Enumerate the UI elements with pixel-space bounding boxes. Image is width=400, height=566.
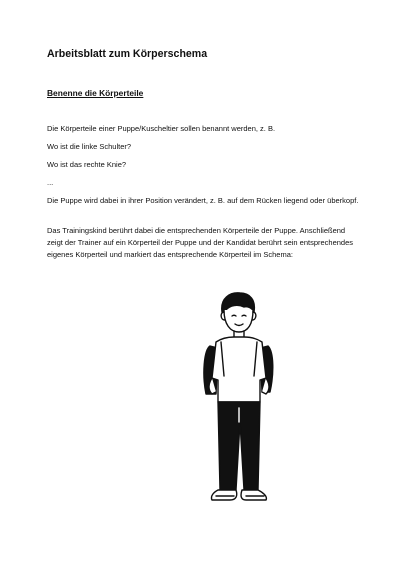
position-paragraph: Die Puppe wird dabei in ihrer Position verändert, z. B. auf dem Rücken liegend oder überkopf. [47,196,359,205]
ellipsis-line: ... [47,178,54,187]
example-question-knee: Wo ist das rechte Knie? [47,160,127,169]
child-with-backpack-illustration [188,290,284,510]
example-question-shoulder: Wo ist die linke Schulter? [47,142,132,151]
instruction-paragraph: Das Trainingskind berührt dabei die entsprechenden Körperteile der Puppe. Anschließend zeigt der Trainer auf ein Körperteil der Puppe und der Kandidat berührt sein entsprechendes eigenes Körperteil und markiert das entsprechende Körperteil im Schema: [47,226,354,260]
worksheet-title: Arbeitsblatt zum Körperschema [47,48,208,60]
intro-paragraph: Die Körperteile einer Puppe/Kuscheltier sollen benannt werden, z. B. [47,124,276,133]
section-heading: Benenne die Körperteile [47,88,144,98]
